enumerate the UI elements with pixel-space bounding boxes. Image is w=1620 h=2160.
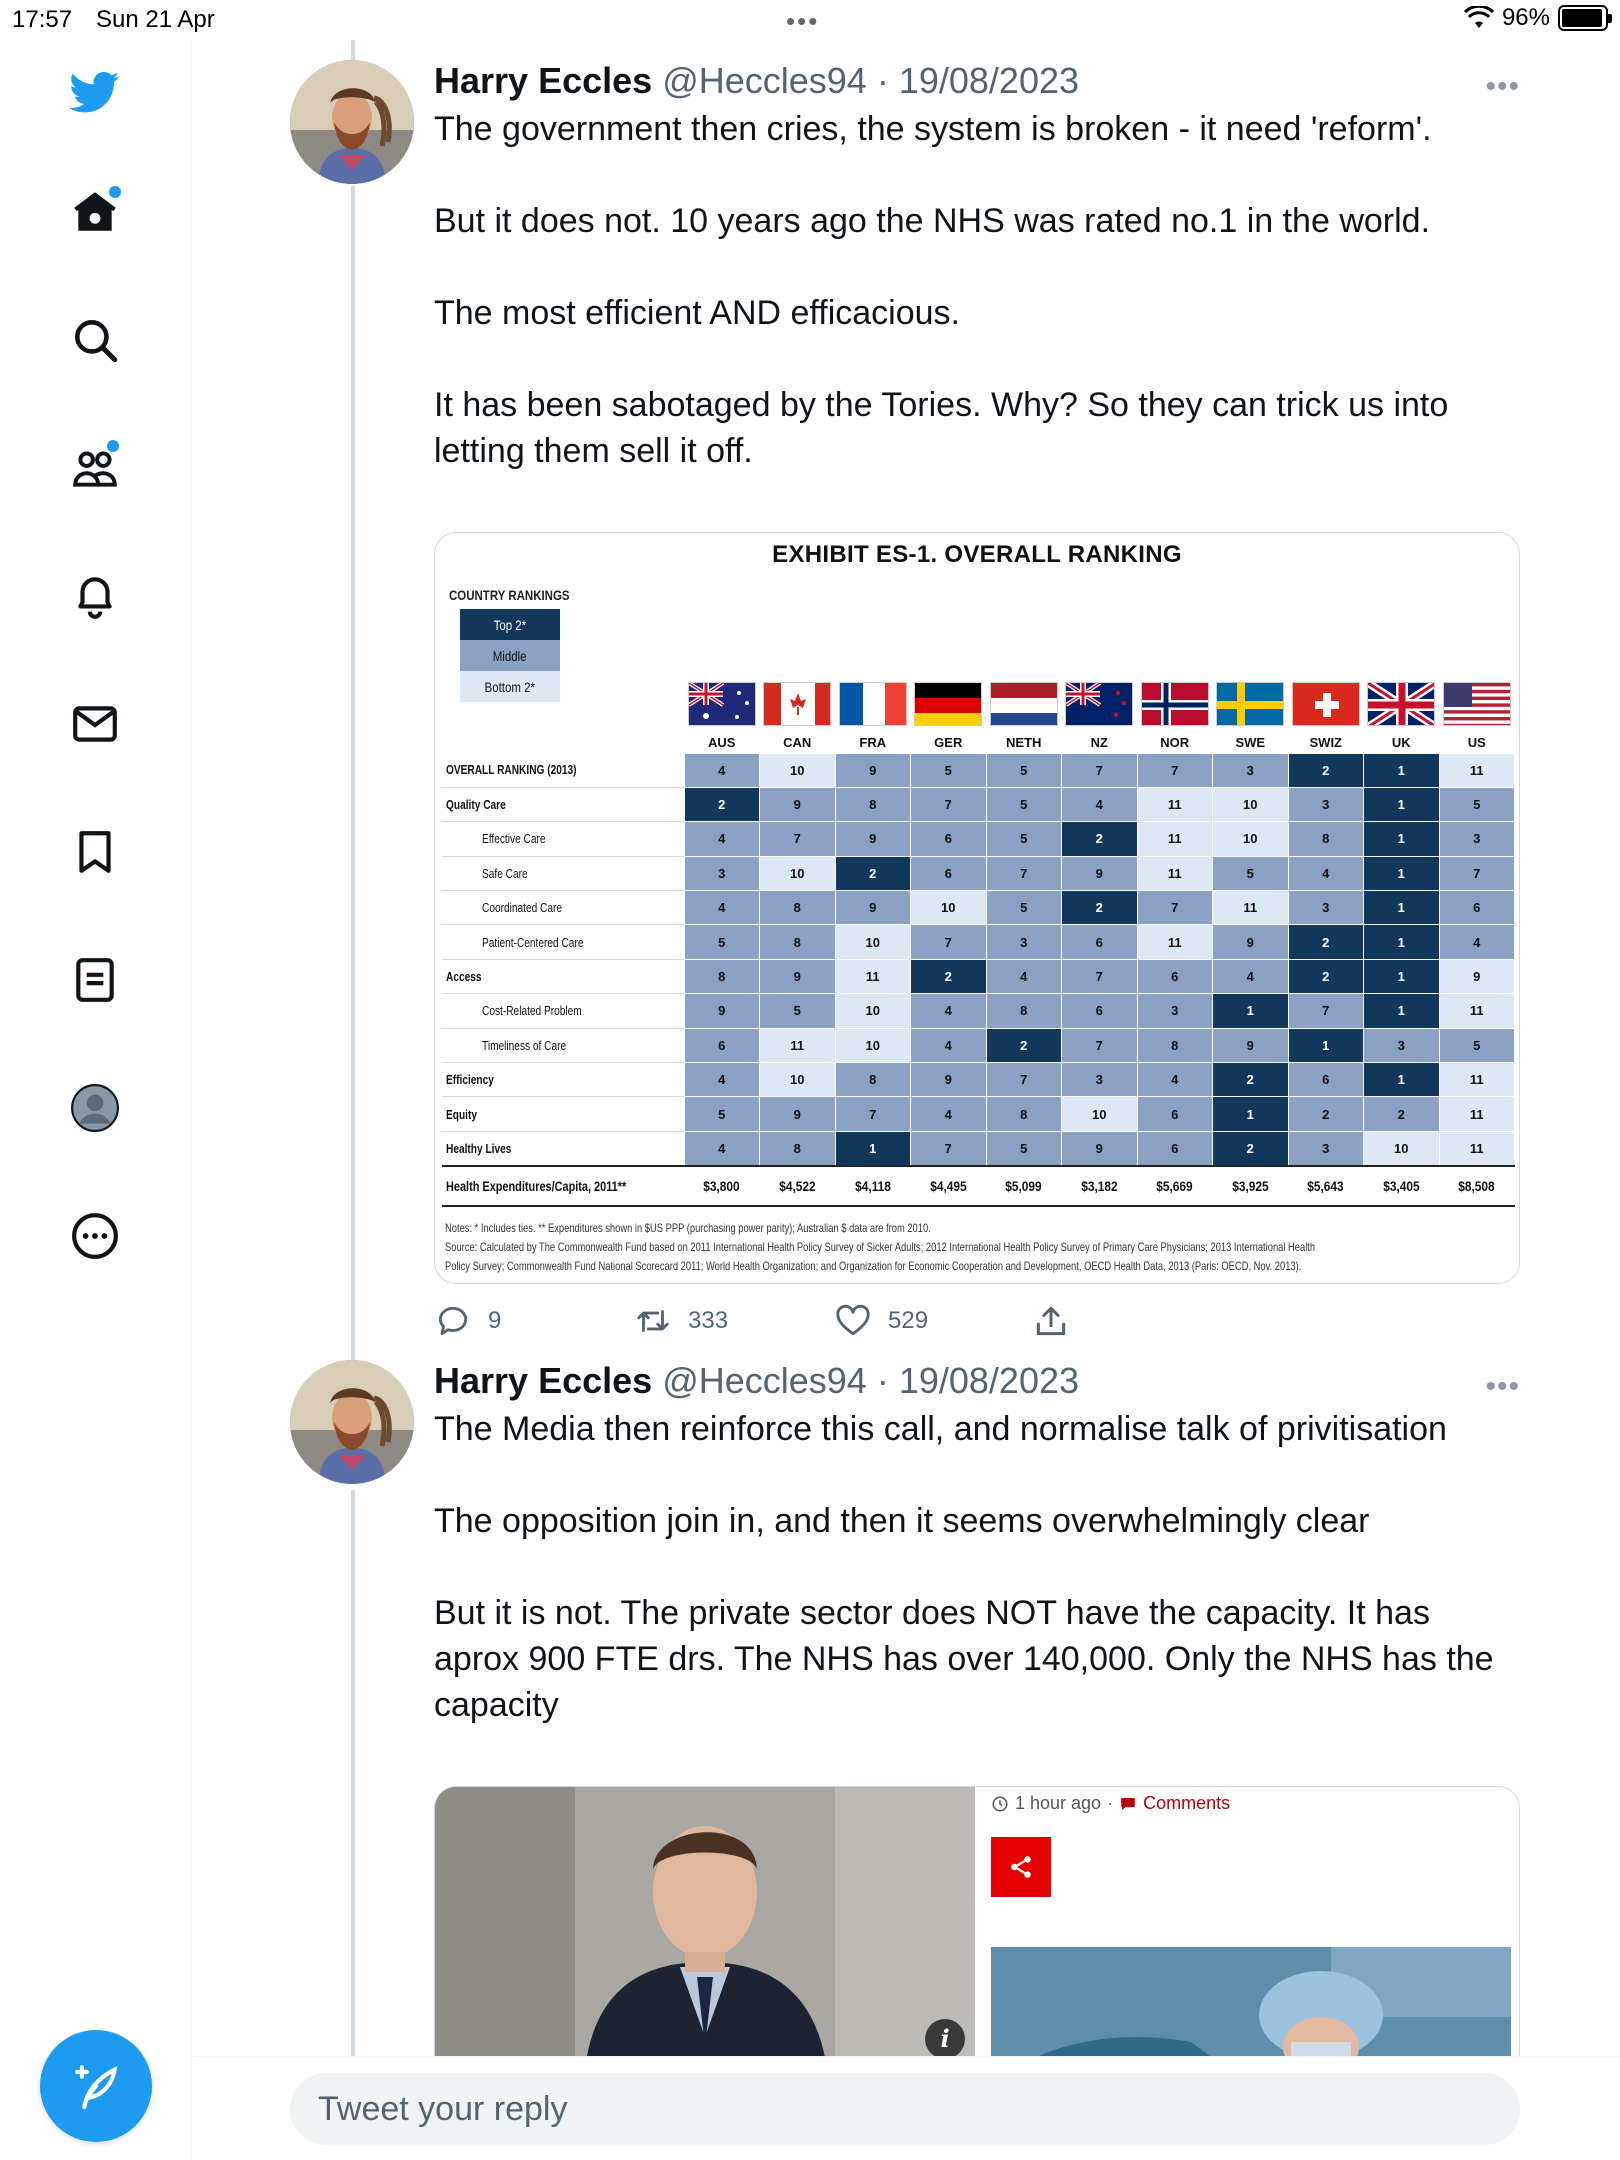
rank-cell: 4 — [1062, 787, 1138, 821]
rank-cell: 2 — [986, 1028, 1062, 1062]
flag-nor-icon — [1137, 675, 1213, 733]
country-code: SWE — [1235, 735, 1266, 751]
rank-cell: 5 — [684, 925, 760, 959]
tweet-more-icon[interactable]: ••• — [1485, 70, 1520, 103]
tweet-paragraph: The government then cries, the system is broken - it need 'reform'. — [434, 110, 1432, 148]
expenditure-value: $5,099 — [986, 1166, 1062, 1206]
rank-cell: 1 — [1364, 1063, 1440, 1097]
rank-cell: 2 — [911, 959, 987, 993]
tweet-paragraph: But it does not. 10 years ago the NHS was rated no.1 in the world. — [434, 202, 1431, 240]
ranking-row — [442, 925, 1515, 959]
compose-tweet-button[interactable] — [40, 2030, 152, 2142]
chart-title: EXHIBIT ES-1. OVERALL RANKING — [772, 541, 1182, 568]
tweet[interactable] — [290, 1360, 1520, 2060]
rank-cell: 2 — [1288, 959, 1364, 993]
rank-cell: 6 — [1137, 1097, 1213, 1131]
thread-connector — [351, 40, 355, 60]
flag-can-icon — [760, 675, 836, 733]
expenditure-value: $8,508 — [1439, 1166, 1515, 1206]
rank-cell: 8 — [760, 925, 836, 959]
tweet-paragraph: The most efficient AND efficacious. — [434, 294, 960, 332]
rank-cell: 3 — [986, 925, 1062, 959]
rank-cell: 3 — [1288, 1131, 1364, 1165]
rank-cell: 6 — [1062, 925, 1138, 959]
rank-cell: 1 — [1364, 856, 1440, 890]
rank-cell: 7 — [986, 1063, 1062, 1097]
flag-neth-icon — [986, 675, 1062, 733]
rank-cell: 11 — [835, 959, 911, 993]
rank-cell: 11 — [1137, 856, 1213, 890]
notification-dot — [107, 440, 119, 452]
country-code-row — [442, 733, 1515, 753]
ranking-row — [442, 822, 1515, 856]
rank-cell: 1 — [1364, 994, 1440, 1028]
author-handle[interactable]: @Heccles94 — [662, 1360, 867, 1401]
legend-top: Top 2* — [460, 609, 560, 640]
tweet-header — [434, 60, 1520, 102]
rank-cell: 9 — [760, 787, 836, 821]
date: Sun 21 Apr — [96, 6, 215, 33]
rank-cell: 8 — [1288, 822, 1364, 856]
rank-cell: 7 — [1062, 1028, 1138, 1062]
rank-cell: 9 — [760, 1097, 836, 1131]
row-label: Healthy Lives — [442, 1131, 684, 1165]
reply-bubble-icon — [434, 1302, 472, 1340]
rank-cell: 6 — [684, 1028, 760, 1062]
country-code: NZ — [1090, 735, 1108, 751]
rank-cell: 2 — [1288, 1097, 1364, 1131]
wifi-icon — [1464, 6, 1494, 30]
expenditure-value: $4,495 — [911, 1166, 987, 1206]
multitasking-dots-icon[interactable]: ••• — [786, 6, 820, 36]
tweet-paragraph: But it is not. The private sector does NOT have the capacity. It has aprox 900 FTE drs. The NHS has over 140,000. Only the NHS has the capacity — [434, 1594, 1494, 1724]
rank-cell: 5 — [986, 1131, 1062, 1165]
tweet-thread — [193, 40, 1620, 2160]
rank-cell: 7 — [1288, 994, 1364, 1028]
flag-swe-icon — [1213, 675, 1289, 733]
news-photo — [435, 1787, 975, 2069]
rank-cell: 6 — [1062, 994, 1138, 1028]
rank-cell: 7 — [1137, 891, 1213, 925]
note-line: Source: Calculated by The Commonwealth Fund based on 2011 International Health Policy Survey of Sicker Adults; 2012 International Health Policy Survey of Primary Care Physicians; 2013 International Health — [445, 1240, 1316, 1254]
expenditure-value: $5,643 — [1288, 1166, 1364, 1206]
retweet-button[interactable] — [634, 1302, 728, 1340]
flag-us-icon — [1439, 675, 1515, 733]
rank-cell: 2 — [1288, 753, 1364, 787]
tweet-paragraph: The opposition join in, and then it seems overwhelmingly clear — [434, 1502, 1370, 1540]
rank-cell: 1 — [1288, 1028, 1364, 1062]
author-name[interactable]: Harry Eccles — [434, 60, 653, 101]
rank-cell: 5 — [760, 994, 836, 1028]
flag-aus-icon — [684, 675, 760, 733]
rank-cell: 3 — [1364, 1028, 1440, 1062]
profile-avatar-icon[interactable] — [63, 1076, 127, 1140]
rank-cell: 9 — [1062, 856, 1138, 890]
rank-cell: 4 — [911, 994, 987, 1028]
reply-button[interactable] — [434, 1302, 501, 1340]
rank-cell: 4 — [684, 753, 760, 787]
rank-cell: 4 — [1213, 959, 1289, 993]
rank-cell: 10 — [1213, 787, 1289, 821]
rank-cell: 5 — [684, 1097, 760, 1131]
rank-cell: 2 — [1213, 1063, 1289, 1097]
rank-cell: 10 — [760, 753, 836, 787]
tweet-image-news-screenshot[interactable] — [434, 1786, 1520, 2086]
reply-input[interactable] — [290, 2073, 1520, 2145]
news-side-panel — [975, 1787, 1520, 2086]
rank-cell: 4 — [684, 1063, 760, 1097]
tweet-content — [434, 60, 1520, 1334]
rank-cell: 10 — [835, 925, 911, 959]
rank-cell: 1 — [1364, 959, 1440, 993]
ranking-row — [442, 1028, 1515, 1062]
rank-cell: 9 — [835, 753, 911, 787]
row-label: Coordinated Care — [442, 891, 684, 925]
rank-cell: 2 — [684, 787, 760, 821]
comments-icon — [1119, 1795, 1137, 1813]
rank-cell: 7 — [911, 1131, 987, 1165]
expenditure-row — [442, 1166, 1515, 1206]
rank-cell: 7 — [911, 925, 987, 959]
rank-cell: 11 — [1439, 1097, 1515, 1131]
tweet-content — [434, 1360, 1520, 2053]
bookmarks-icon[interactable] — [63, 820, 127, 884]
rank-cell: 9 — [835, 822, 911, 856]
twitter-logo-icon[interactable] — [63, 60, 127, 124]
rank-cell: 11 — [760, 1028, 836, 1062]
avatar[interactable] — [290, 60, 414, 184]
rank-cell: 11 — [1439, 753, 1515, 787]
expenditure-value: $3,925 — [1213, 1166, 1289, 1206]
row-label: Quality Care — [442, 787, 684, 821]
legend-title: COUNTRY RANKINGS — [449, 587, 570, 603]
rank-cell: 9 — [911, 1063, 987, 1097]
rank-cell: 4 — [1137, 1063, 1213, 1097]
ranking-row — [442, 994, 1515, 1028]
rank-cell: 6 — [911, 856, 987, 890]
rank-cell: 1 — [1364, 925, 1440, 959]
rank-cell: 8 — [835, 1063, 911, 1097]
tweet[interactable] — [290, 60, 1520, 1360]
separator: · — [866, 60, 899, 101]
home-icon[interactable] — [63, 180, 127, 244]
reply-composer — [193, 2056, 1620, 2160]
rank-cell: 8 — [986, 994, 1062, 1028]
rank-cell: 1 — [1364, 787, 1440, 821]
separator: · — [866, 1360, 899, 1401]
row-label: Equity — [442, 1097, 684, 1131]
tweet-text — [434, 106, 1520, 474]
rank-cell: 10 — [835, 1028, 911, 1062]
communities-icon[interactable] — [63, 436, 127, 500]
rank-cell: 5 — [1439, 787, 1515, 821]
rank-cell: 3 — [684, 856, 760, 890]
country-code: CAN — [783, 735, 812, 751]
rank-cell: 11 — [1137, 822, 1213, 856]
note-line: Notes: * Includes ties. ** Expenditures shown in $US PPP (purchasing power parity); Australian $ data are from 2010. — [445, 1221, 931, 1235]
row-label: Patient-Centered Care — [442, 925, 684, 959]
rank-cell: 9 — [1062, 1131, 1138, 1165]
flag-ger-icon — [911, 675, 987, 733]
retweet-count: 333 — [688, 1307, 729, 1334]
tweet-date[interactable]: 19/08/2023 — [898, 1360, 1080, 1401]
rank-cell: 8 — [986, 1097, 1062, 1131]
search-icon[interactable] — [63, 308, 127, 372]
rank-cell: 9 — [1213, 1028, 1289, 1062]
rank-cell: 5 — [986, 891, 1062, 925]
rank-cell: 3 — [1288, 891, 1364, 925]
expenditure-value: $3,800 — [684, 1166, 760, 1206]
legend-middle: Middle — [460, 640, 560, 671]
messages-envelope-icon[interactable] — [63, 692, 127, 756]
flag-row — [442, 675, 1515, 733]
row-label: Cost-Related Problem — [442, 994, 684, 1028]
tweet-date[interactable]: 19/08/2023 — [898, 60, 1080, 101]
country-code: NOR — [1160, 735, 1190, 751]
rank-cell: 9 — [835, 891, 911, 925]
rank-cell: 3 — [1213, 753, 1289, 787]
comments-link[interactable]: Comments — [1143, 1793, 1231, 1813]
country-code: NETH — [1006, 735, 1042, 751]
notification-dot — [109, 186, 121, 198]
rank-cell: 9 — [1213, 925, 1289, 959]
rank-cell: 1 — [1364, 891, 1440, 925]
info-icon[interactable]: i — [925, 2019, 965, 2059]
clock: 17:57 — [12, 6, 73, 33]
rank-cell: 4 — [684, 891, 760, 925]
rank-cell: 8 — [684, 959, 760, 993]
avatar[interactable] — [290, 1360, 414, 1484]
expenditure-value: $4,522 — [760, 1166, 836, 1206]
author-handle[interactable]: @Heccles94 — [662, 60, 867, 101]
article-meta — [991, 1793, 1230, 1814]
tweet-paragraph: The Media then reinforce this call, and normalise talk of privitisation — [434, 1410, 1447, 1448]
rank-cell: 6 — [1288, 1063, 1364, 1097]
country-code: UK — [1391, 735, 1411, 751]
chart-notes — [445, 1219, 1511, 1276]
rank-cell: 10 — [1364, 1131, 1440, 1165]
compose-feather-icon — [68, 2058, 124, 2114]
expenditure-value: $3,182 — [1062, 1166, 1138, 1206]
more-options-icon[interactable] — [63, 1204, 127, 1268]
country-code: FRA — [859, 735, 887, 751]
battery-percent: 96% — [1501, 4, 1550, 31]
rank-cell: 11 — [1439, 1063, 1515, 1097]
rank-cell: 4 — [684, 822, 760, 856]
rank-cell: 11 — [1137, 925, 1213, 959]
reply-count: 9 — [488, 1307, 502, 1334]
rank-cell: 8 — [760, 891, 836, 925]
rank-cell: 10 — [911, 891, 987, 925]
rank-cell: 3 — [1137, 994, 1213, 1028]
rank-cell: 1 — [1364, 753, 1440, 787]
tweet-text — [434, 1406, 1520, 1728]
flag-fra-icon — [835, 675, 911, 733]
rank-cell: 9 — [684, 994, 760, 1028]
rank-cell: 1 — [835, 1131, 911, 1165]
row-label: Safe Care — [442, 856, 684, 890]
rank-cell: 5 — [986, 753, 1062, 787]
expenditure-value: $5,669 — [1137, 1166, 1213, 1206]
time-ago: 1 hour ago — [1015, 1793, 1102, 1813]
heart-icon — [834, 1302, 872, 1340]
rank-cell: 5 — [986, 787, 1062, 821]
rank-cell: 3 — [1062, 1063, 1138, 1097]
rank-cell: 11 — [1137, 787, 1213, 821]
flag-uk-icon — [1364, 675, 1440, 733]
author-name[interactable]: Harry Eccles — [434, 1360, 653, 1401]
flag-nz-icon — [1062, 675, 1138, 733]
rank-cell: 7 — [760, 822, 836, 856]
rank-cell: 7 — [1062, 753, 1138, 787]
rank-cell: 8 — [760, 1131, 836, 1165]
rank-cell: 2 — [1062, 822, 1138, 856]
rank-cell: 7 — [911, 787, 987, 821]
rank-cell: 7 — [835, 1097, 911, 1131]
rank-cell: 10 — [1213, 822, 1289, 856]
battery-icon — [1558, 5, 1608, 31]
ranking-row — [442, 787, 1515, 821]
rank-cell: 10 — [1062, 1097, 1138, 1131]
rank-cell: 2 — [1213, 1131, 1289, 1165]
rank-cell: 6 — [911, 822, 987, 856]
country-code: AUS — [708, 735, 736, 751]
rank-cell: 6 — [1137, 1131, 1213, 1165]
rank-cell: 5 — [911, 753, 987, 787]
rank-cell: 6 — [1439, 891, 1515, 925]
rank-cell: 9 — [1439, 959, 1515, 993]
clock-icon — [991, 1795, 1009, 1813]
rank-cell: 10 — [760, 1063, 836, 1097]
separator: · — [1107, 1793, 1114, 1813]
row-label: Timeliness of Care — [442, 1028, 684, 1062]
ranking-row — [442, 1063, 1515, 1097]
tweet-header — [434, 1360, 1520, 1402]
tweet-paragraph: It has been sabotaged by the Tories. Why? So they can trick us into letting them sell it off. — [434, 386, 1449, 470]
lists-icon[interactable] — [63, 948, 127, 1012]
rank-cell: 6 — [1137, 959, 1213, 993]
rank-cell: 11 — [1213, 891, 1289, 925]
expenditure-value: $3,405 — [1364, 1166, 1440, 1206]
row-label: Effective Care — [442, 822, 684, 856]
rank-cell: 4 — [1288, 856, 1364, 890]
ranking-row — [442, 1097, 1515, 1131]
rank-cell: 11 — [1439, 1131, 1515, 1165]
rank-cell: 1 — [1213, 1097, 1289, 1131]
rank-cell: 7 — [1137, 753, 1213, 787]
ranking-row — [442, 891, 1515, 925]
rank-cell: 1 — [1364, 822, 1440, 856]
tweet-more-icon[interactable]: ••• — [1485, 1370, 1520, 1403]
notifications-bell-icon[interactable] — [63, 564, 127, 628]
flag-swiz-icon — [1288, 675, 1364, 733]
country-code: US — [1467, 735, 1486, 751]
ranking-row — [442, 1131, 1515, 1165]
rank-cell: 4 — [1439, 925, 1515, 959]
status-bar — [0, 0, 1620, 40]
rank-cell: 2 — [1062, 891, 1138, 925]
rank-cell: 9 — [760, 959, 836, 993]
rank-cell: 4 — [911, 1097, 987, 1131]
rank-cell: 5 — [1213, 856, 1289, 890]
blank-cell — [442, 675, 684, 733]
ranking-row — [442, 856, 1515, 890]
rank-cell: 2 — [1288, 925, 1364, 959]
like-button[interactable] — [834, 1302, 928, 1340]
blank-cell — [442, 733, 684, 753]
rank-cell: 7 — [1062, 959, 1138, 993]
share-upload-icon — [1032, 1302, 1070, 1340]
rank-cell: 5 — [986, 822, 1062, 856]
retweet-icon — [634, 1302, 672, 1340]
country-code: GER — [934, 735, 963, 751]
rank-cell: 10 — [760, 856, 836, 890]
rank-cell: 8 — [1137, 1028, 1213, 1062]
ranking-row — [442, 959, 1515, 993]
rank-cell: 1 — [1213, 994, 1289, 1028]
rank-cell: 10 — [835, 994, 911, 1028]
note-line: Policy Survey; Commonwealth Fund National Scorecard 2011; World Health Organization; and Organization for Economic Cooperation and Development, OECD Health Data, 2013 (Paris: OECD, Nov. 2013). — [445, 1259, 1302, 1273]
row-label: Access — [442, 959, 684, 993]
rank-cell: 4 — [684, 1131, 760, 1165]
expenditure-label: Health Expenditures/Capita, 2011** — [442, 1166, 684, 1206]
rank-cell: 2 — [1364, 1097, 1440, 1131]
like-count: 529 — [888, 1307, 929, 1334]
share-button[interactable] — [1032, 1302, 1070, 1340]
share-icon — [1008, 1854, 1034, 1880]
expenditure-value: $4,118 — [835, 1166, 911, 1206]
share-button[interactable] — [991, 1837, 1051, 1897]
sidebar-nav — [0, 40, 192, 2160]
rank-cell: 3 — [1439, 822, 1515, 856]
row-label: OVERALL RANKING (2013) — [442, 753, 684, 787]
rank-cell: 8 — [835, 787, 911, 821]
rank-cell: 5 — [1439, 1028, 1515, 1062]
rank-cell: 7 — [986, 856, 1062, 890]
country-code: SWIZ — [1309, 735, 1342, 751]
ranking-table — [442, 675, 1515, 1207]
tweet-actions — [434, 1302, 1134, 1346]
rank-cell: 4 — [986, 959, 1062, 993]
rank-cell: 4 — [911, 1028, 987, 1062]
rank-cell: 2 — [835, 856, 911, 890]
legend-bottom: Bottom 2* — [460, 671, 560, 702]
rank-cell: 7 — [1439, 856, 1515, 890]
rank-cell: 3 — [1288, 787, 1364, 821]
ranking-row — [442, 753, 1515, 787]
row-label: Efficiency — [442, 1063, 684, 1097]
tweet-image-ranking-chart[interactable] — [434, 532, 1520, 1284]
rank-cell: 11 — [1439, 994, 1515, 1028]
